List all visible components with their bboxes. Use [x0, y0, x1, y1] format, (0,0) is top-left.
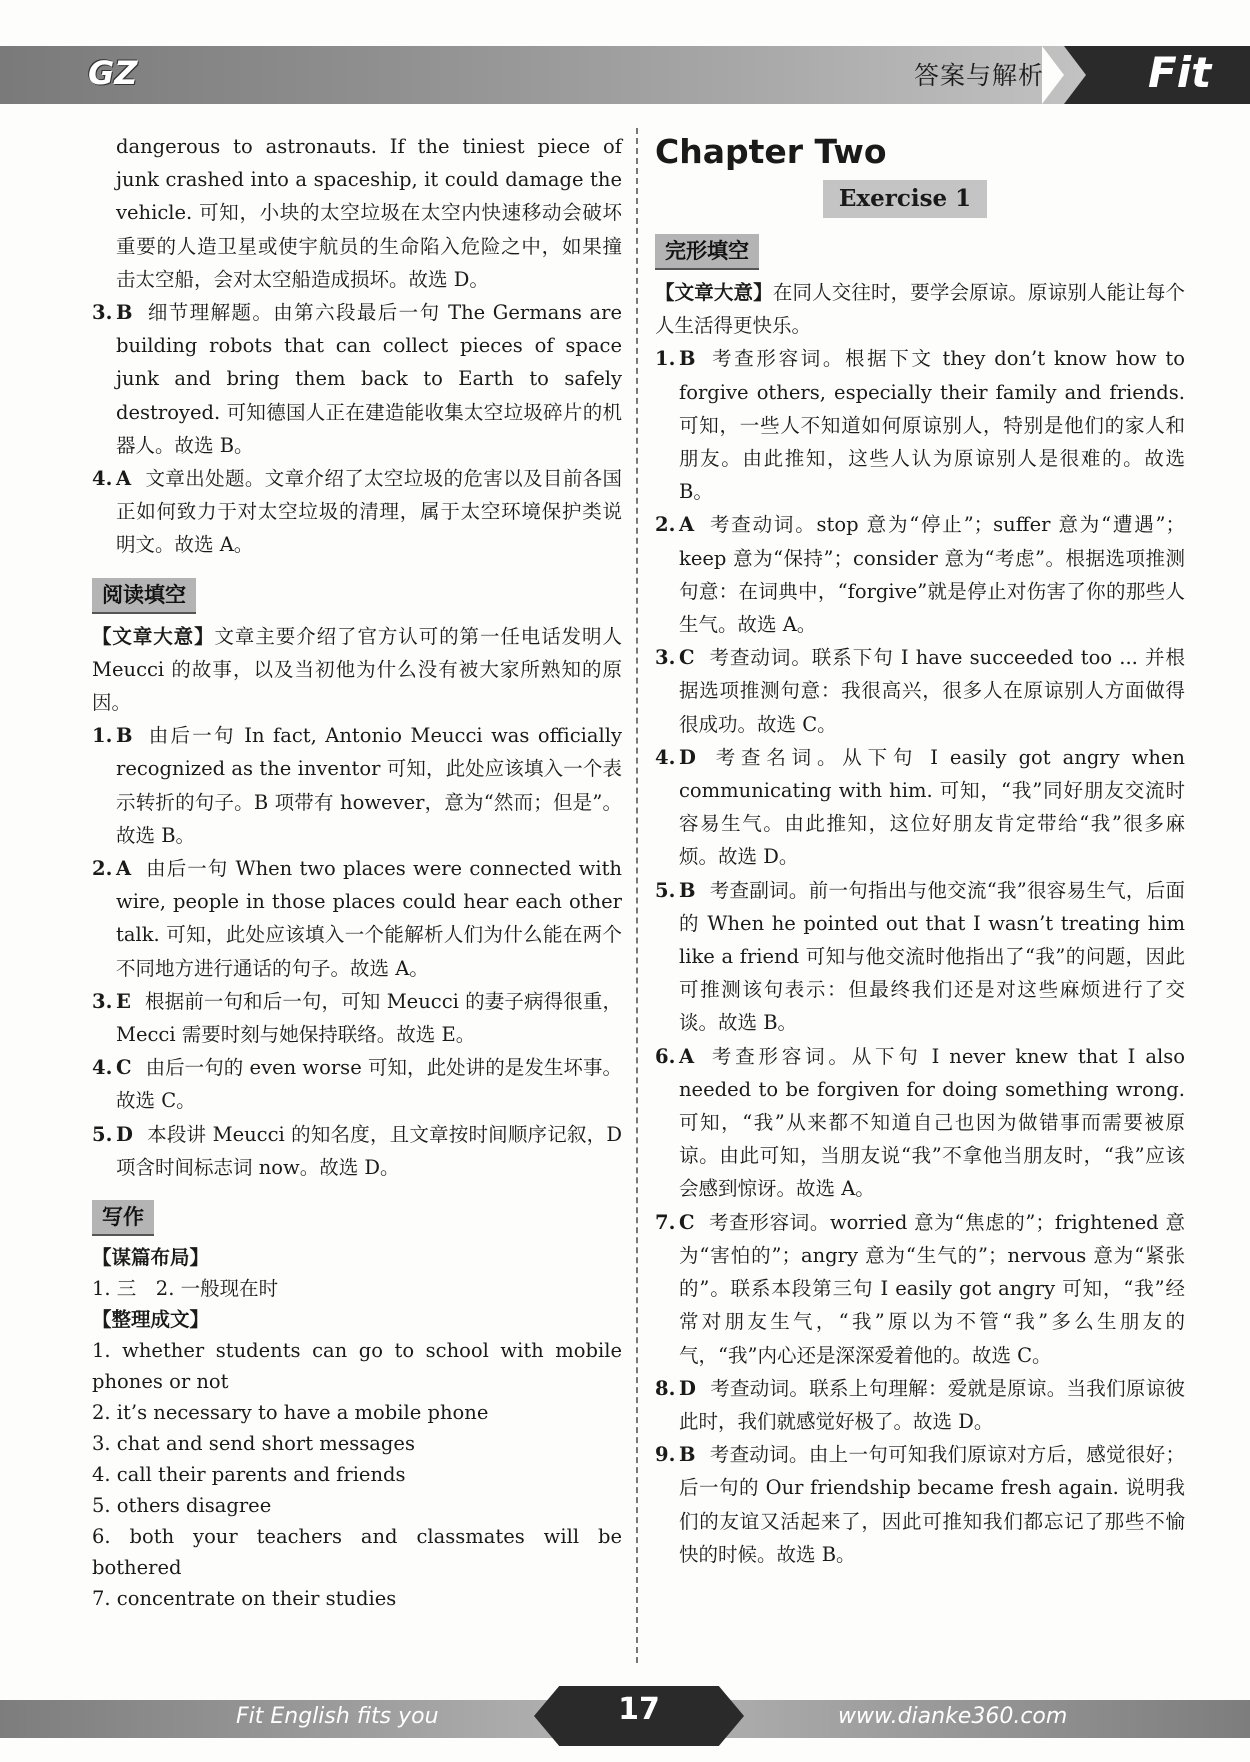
right-column — [655, 130, 1185, 1571]
continued-paragraph: dangerous to astronauts. If the tiniest piece of junk crashed into a spaceship, it could damage the vehicle. 可知，小块的太空垃圾在太空内快速移动会破坏重要的人造卫星或使宇航员的生命陷入危险之中，如果撞击太空船，会对太空船造成损坏。故选 D。 — [116, 135, 622, 291]
answer-number: 8. — [655, 1376, 676, 1400]
section-tag-cloze: 完形填空 — [655, 234, 759, 270]
answer-key: B — [116, 301, 133, 325]
compose-answer: 6. both your teachers and classmates will be bothered — [92, 1525, 622, 1580]
answer-number: 3. — [655, 646, 676, 670]
answer-number: 7. — [655, 1210, 676, 1234]
answer-item — [92, 985, 622, 1051]
answer-number: 4. — [92, 1056, 113, 1080]
page-header — [0, 46, 1250, 104]
answer-number: 9. — [655, 1443, 676, 1467]
answer-item — [92, 462, 622, 562]
answer-explanation: 考查动词。联系下句 I have succeeded too ... 并根据选项推测句意：我很高兴，很多人在原谅别人方面做得很成功。故选 C。 — [679, 646, 1185, 736]
answer-explanation: 由后一句的 even worse 可知，此处讲的是发生坏事。故选 C。 — [116, 1056, 622, 1113]
answer-explanation: 由后一句 In fact, Antonio Meucci was officially recognized as the inventor 可知，此处应该填入一个表示转折的句子。B 项带有 however，意为“然而；但是”。故选 B。 — [116, 724, 622, 847]
compose-answer: 3. chat and send short messages — [92, 1432, 415, 1456]
answer-key: A — [679, 513, 695, 537]
answer-key: A — [679, 1044, 695, 1068]
answer-item — [655, 741, 1185, 874]
gz-logo: GZ — [88, 54, 138, 92]
writing-answers — [92, 1242, 622, 1614]
answer-explanation: 考查副词。前一句指出与他交流“我”很容易生气，后面的 When he pointed out that I wasn’t treating him like a friend 可知与他交流时他指出了“我”的问题，因此可推测该句表示：但最终我们还是对这些麻烦进行了交谈。故选 B。 — [679, 878, 1185, 1035]
answer-explanation: 考查动词。由上一句可知我们原谅对方后，感觉很好；后一句的 Our friendship became fresh again. 说明我们的友谊又活起来了，因此可推知我们都忘记了那些不愉快的时候。故选 B。 — [679, 1443, 1185, 1566]
answer-explanation: 考查动词。stop 意为“停止”；suffer 意为“遭遇”；keep 意为“保持”；consider 意为“考虑”。根据选项推测句意：在词典中，“forgive”就是停止对伤害了你的那些人生气。故选 A。 — [679, 513, 1185, 637]
compose-answer: 5. others disagree — [92, 1494, 272, 1518]
answer-number: 4. — [92, 467, 113, 491]
answer-explanation: 考查名词。从下句 I easily got angry when communicating with him. 可知，“我”同好朋友交流时容易生气。由此推知，这位好朋友肯定带给“我”很多麻烦。故选 D。 — [679, 745, 1185, 869]
footer-url: www.dianke360.com — [838, 1704, 1068, 1729]
answer-number: 1. — [92, 724, 113, 748]
answer-key: D — [679, 745, 696, 769]
answer-item — [92, 1051, 622, 1117]
summary-text: 在同人交往时，要学会原谅。原谅别人能让每个人生活得更快乐。 — [655, 281, 1185, 338]
answer-number: 5. — [655, 878, 676, 902]
answer-item — [655, 1372, 1185, 1438]
answer-key: B — [116, 724, 133, 748]
answer-explanation: 文章出处题。文章介绍了太空垃圾的危害以及目前各国正如何致力于对太空垃圾的清理，属于太空环境保护类说明文。故选 A。 — [116, 467, 622, 557]
answer-key: B — [679, 878, 696, 902]
answer-item — [655, 874, 1185, 1040]
answer-explanation: 考查形容词。根据下文 they don’t know how to forgive others, especially their family and friends. 可知，一些人不知道如何原谅别人，特别是他们的家人和朋友。由此推知，这些人认为原谅别人是很难的。故选 B。 — [679, 347, 1185, 504]
answer-item — [92, 1118, 622, 1184]
summary-text: 文章主要介绍了官方认可的第一任电话发明人 Meucci 的故事，以及当初他为什么没有被大家所熟知的原因。 — [92, 624, 622, 715]
answer-number: 2. — [655, 513, 676, 537]
answer-explanation: 考查动词。联系上句理解：爱就是原谅。当我们原谅彼此时，我们就感觉好极了。故选 D。 — [679, 1376, 1185, 1433]
answer-key: C — [116, 1056, 132, 1080]
answer-item — [655, 641, 1185, 741]
answer-item — [92, 719, 622, 852]
answer-explanation: 根据前一句和后一句，可知 Meucci 的妻子病得很重，Mecci 需要时刻与她保持联络。故选 E。 — [116, 989, 622, 1047]
header-arrow-decoration — [1042, 46, 1064, 104]
fit-logo: Fit — [1148, 48, 1212, 97]
answer-key: E — [116, 989, 131, 1013]
answer-explanation: 考查形容词。worried 意为“焦虑的”；frightened 意为“害怕的”；angry 意为“生气的”；nervous 意为“紧张的”。联系本段第三句 I easily got angry 可知，“我”经常对朋友生气，“我”原以为不管“我”多么生朋友的气，“我”内心还是深深爱着他的。故选 C。 — [679, 1210, 1185, 1367]
header-title: 答案与解析 — [914, 61, 1045, 90]
answer-item — [655, 1206, 1185, 1372]
compose-answer: 1. whether students can go to school with mobile phones or not — [92, 1339, 622, 1394]
answer-number: 3. — [92, 301, 113, 325]
answer-item — [655, 1438, 1185, 1571]
answer-key: B — [679, 1443, 696, 1467]
answer-number: 2. — [92, 857, 113, 881]
answer-number: 1. — [655, 347, 676, 371]
answer-number: 3. — [92, 989, 113, 1013]
left-column — [92, 130, 622, 1614]
answer-explanation: 本段讲 Meucci 的知名度，且文章按时间顺序记叙，D 项含时间标志词 now。故选 D。 — [116, 1122, 622, 1179]
answer-key: C — [679, 1210, 695, 1234]
answer-key: C — [679, 646, 695, 670]
compose-answer: 4. call their parents and friends — [92, 1463, 406, 1487]
section-tag-writing: 写作 — [92, 1200, 154, 1236]
answer-key: D — [679, 1376, 696, 1400]
answer-number: 4. — [655, 745, 676, 769]
layout-answer: 1. 三 2. 一般现在时 — [92, 1277, 279, 1301]
answer-explanation: 考查形容词。从下句 I never knew that I also needed to be forgiven for doing something wrong. 可知，“我”从来都不知道自己也因为做错事而需要被原谅。由此可知，当朋友说“我”不拿他当朋友时，“我”应该会感到惊讶。故选 A。 — [679, 1044, 1185, 1201]
answer-explanation: 细节理解题。由第六段最后一句 The Germans are building robots that can collect pieces of space junk and bring them back to Earth to safely destroyed. 可知德国人正在建造能收集太空垃圾碎片的机器人。故选 B。 — [116, 301, 622, 457]
section-tag-reading: 阅读填空 — [92, 578, 196, 614]
answer-number: 6. — [655, 1044, 676, 1068]
exercise-heading — [805, 180, 1005, 218]
answer-number: 5. — [92, 1122, 113, 1146]
compose-label: 【整理成文】 — [92, 1308, 210, 1332]
answer-key: B — [679, 347, 696, 371]
exercise-title: Exercise 1 — [823, 180, 987, 218]
summary-label: 【文章大意】 — [92, 624, 215, 648]
reading-summary — [92, 620, 622, 720]
layout-label: 【谋篇布局】 — [92, 1246, 210, 1270]
column-divider — [636, 128, 638, 1663]
answer-item — [655, 1040, 1185, 1206]
answer-explanation: 由后一句 When two places were connected with wire, people in those places could hear each other talk. 可知，此处应该填入一个能解析人们为什么能在两个不同地方进行通话的句子。故选 A。 — [116, 857, 622, 980]
answer-item — [655, 508, 1185, 641]
cloze-summary — [655, 276, 1185, 342]
answer-key: D — [116, 1122, 133, 1146]
answer-item — [655, 342, 1185, 508]
answer-key: A — [116, 857, 132, 881]
compose-answer: 2. it’s necessary to have a mobile phone — [92, 1401, 489, 1425]
answer-item — [92, 852, 622, 985]
answer-key: A — [116, 467, 132, 491]
summary-label: 【文章大意】 — [655, 281, 773, 304]
answer-item — [92, 296, 622, 462]
compose-answer: 7. concentrate on their studies — [92, 1587, 397, 1611]
page-number: 17 — [618, 1692, 660, 1727]
footer-slogan: Fit English fits you — [236, 1704, 439, 1729]
chapter-title: Chapter Two — [655, 132, 887, 171]
